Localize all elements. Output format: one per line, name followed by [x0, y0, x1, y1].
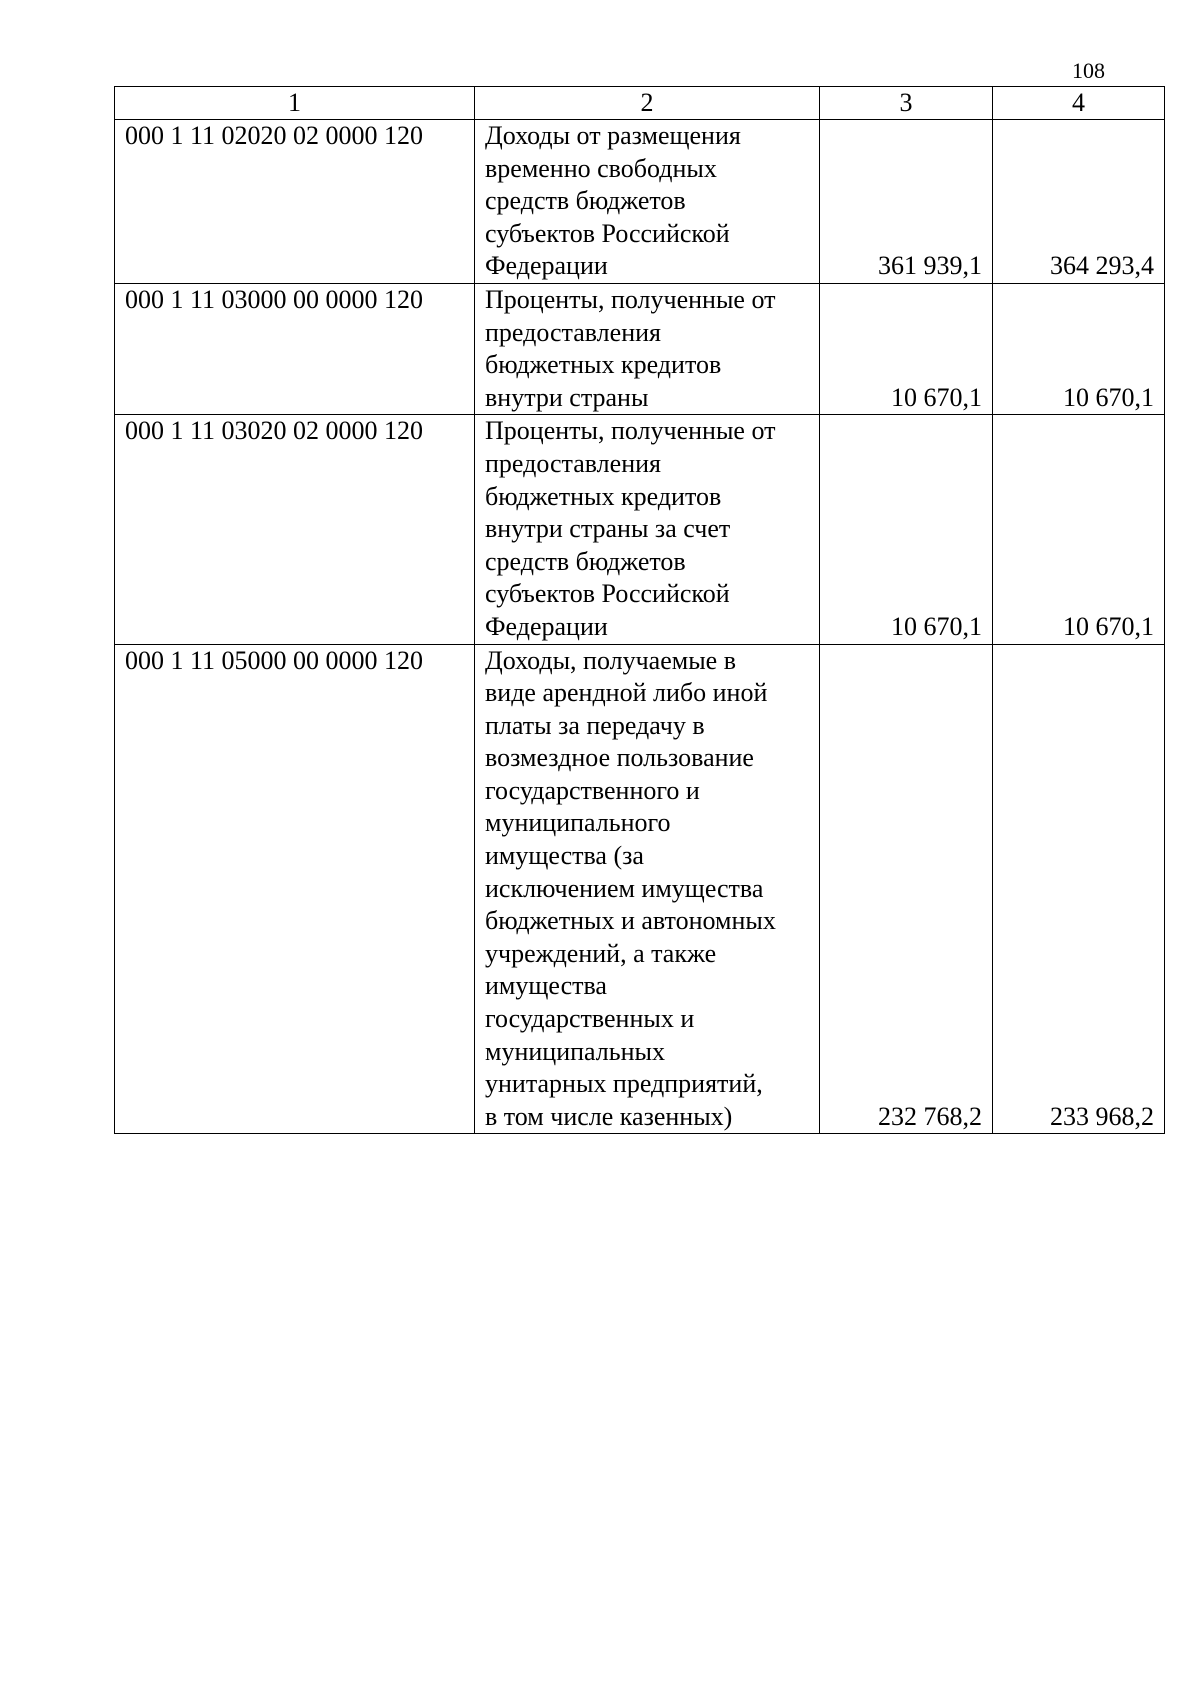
column-header-2: 2: [475, 87, 820, 120]
income-name-line: средств бюджетов: [485, 546, 686, 576]
income-name-line: государственного и: [485, 775, 700, 805]
income-name-line: виде арендной либо иной: [485, 678, 768, 708]
income-name-line: унитарных предприятий,: [485, 1069, 763, 1099]
income-name-line: субъектов Российской: [485, 579, 730, 609]
income-name-line: предоставления: [485, 317, 661, 347]
column-header-3: 3: [820, 87, 993, 120]
budget-code-cell: 000 1 11 02020 02 0000 120: [115, 120, 475, 284]
table-row: [115, 120, 1165, 284]
budget-code-cell: 000 1 11 05000 00 0000 120: [115, 644, 475, 1134]
budget-code-cell: 000 1 11 03000 00 0000 120: [115, 283, 475, 414]
income-name-line: имущества: [485, 971, 607, 1001]
column-header-4: 4: [993, 87, 1165, 120]
amount-col4-cell: 233 968,2: [993, 644, 1165, 1134]
table-row: [115, 283, 1165, 414]
income-name-line: исключением имущества: [485, 873, 764, 903]
income-name-line: муниципального: [485, 808, 671, 838]
amount-col3-cell: 10 670,1: [820, 283, 993, 414]
income-name-line: имущества (за: [485, 841, 644, 871]
income-name-line: Федерации: [485, 251, 608, 281]
income-name-line: государственных и: [485, 1004, 695, 1034]
income-name-line: Проценты, полученные от: [485, 284, 776, 314]
income-name-line: субъектов Российской: [485, 218, 730, 248]
page-number: 108: [1072, 58, 1105, 83]
income-name-line: Проценты, полученные от: [485, 416, 776, 446]
income-name-line: Доходы от размещения: [485, 121, 741, 150]
income-name-line: муниципальных: [485, 1036, 666, 1066]
income-name-line: в том числе казенных): [485, 1101, 733, 1131]
table-header-row: [115, 87, 1165, 120]
income-name-line: бюджетных и автономных: [485, 906, 776, 936]
table-row: [115, 415, 1165, 644]
amount-col3-cell: 10 670,1: [820, 415, 993, 644]
income-name-line: платы за передачу в: [485, 710, 705, 740]
income-name-line: учреждений, а также: [485, 938, 717, 968]
amount-col3-cell: 361 939,1: [820, 120, 993, 284]
income-name-cell: [475, 644, 820, 1134]
income-name-line: средств бюджетов: [485, 186, 686, 216]
amount-col3-cell: 232 768,2: [820, 644, 993, 1134]
income-name-line: возмездное пользование: [485, 743, 754, 773]
income-name-line: Федерации: [485, 611, 608, 641]
income-name-line: бюджетных кредитов: [485, 481, 722, 511]
column-header-1: 1: [115, 87, 475, 120]
table-row: [115, 644, 1165, 1134]
income-name-cell: [475, 415, 820, 644]
income-name-line: внутри страны: [485, 382, 649, 412]
budget-table: [114, 86, 1165, 1134]
income-name-line: Доходы, получаемые в: [485, 645, 736, 675]
amount-col4-cell: 10 670,1: [993, 283, 1165, 414]
income-name-line: предоставления: [485, 448, 661, 478]
income-name-line: временно свободных: [485, 153, 717, 183]
income-name-line: бюджетных кредитов: [485, 350, 722, 380]
amount-col4-cell: 364 293,4: [993, 120, 1165, 284]
income-name-cell: [475, 120, 820, 284]
income-name-cell: [475, 283, 820, 414]
income-name-line: внутри страны за счет: [485, 514, 731, 544]
amount-col4-cell: 10 670,1: [993, 415, 1165, 644]
budget-code-cell: 000 1 11 03020 02 0000 120: [115, 415, 475, 644]
